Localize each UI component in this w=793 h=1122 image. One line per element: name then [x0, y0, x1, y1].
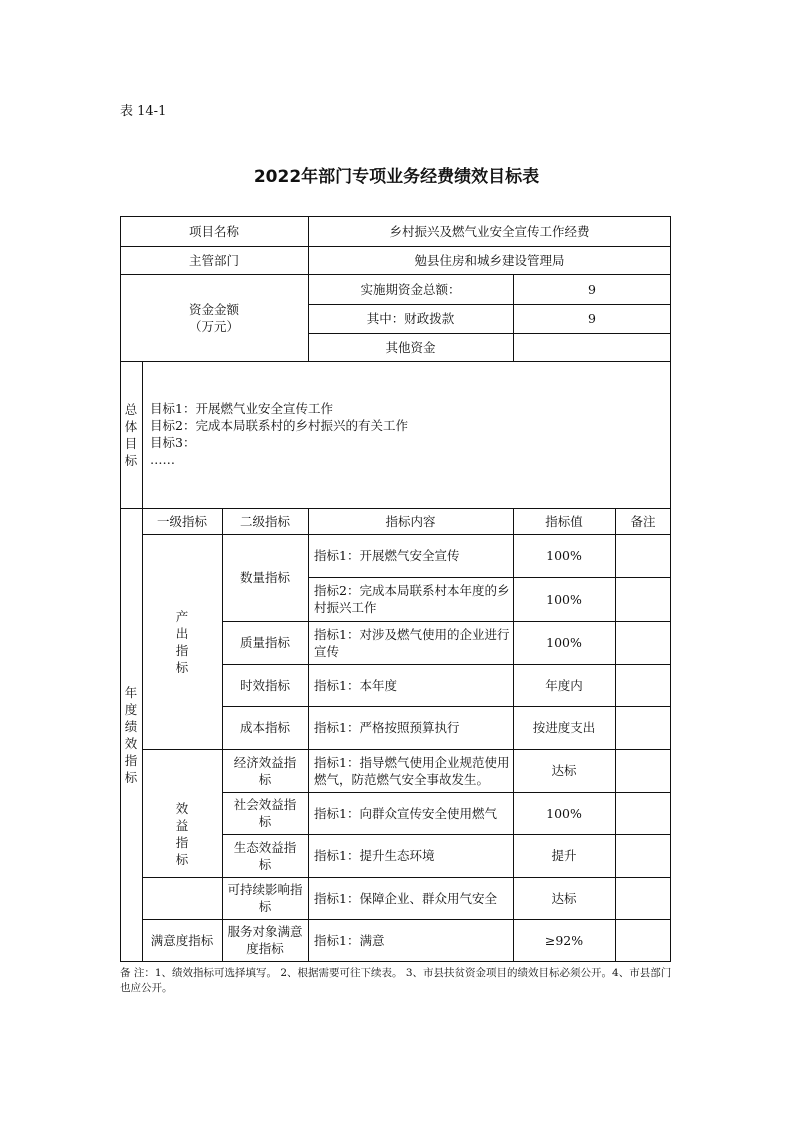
other-fund-label: 其他资金 [385, 339, 436, 355]
fiscal-fund-label: 其中：财政拨款 [366, 311, 455, 326]
indicator-content: 指标1：提升生态环境 [314, 848, 435, 863]
indicator-value: 年度内 [545, 677, 583, 693]
level2-cell: 时效指标 [239, 677, 290, 693]
output-indicator-label [142, 534, 222, 749]
total-fund-value: 9 [588, 281, 596, 297]
dept-label: 主管部门 [188, 252, 239, 268]
indicator-content: 指标1：本年度 [314, 677, 397, 693]
indicator-content: 指标1：指导燃气使用企业规范使用燃气，防范燃气安全事故发生。 [314, 754, 510, 787]
level2-cell: 可持续影响指标 [227, 882, 303, 914]
other-fund-value [513, 333, 671, 361]
annual-indicators-side-label [120, 508, 142, 961]
footnote: 备 注：1、绩效指标可选择填写。 2、根据需要可往下续表。 3、市县扶贫资金项目的绩效目标必须公开。4、市县部门也应公开。 [120, 967, 672, 994]
indicator-content: 指标1：满意 [314, 932, 385, 948]
overall-goal-side-label [120, 361, 142, 508]
indicator-content: 指标2：完成本局联系村本年度的乡村振兴工作 [314, 583, 510, 615]
fiscal-fund-value: 9 [588, 311, 596, 326]
satisfaction-indicator-label: 满意度指标 [150, 932, 214, 948]
header-remark: 备注 [630, 513, 656, 529]
goal-item: …… [150, 452, 175, 467]
indicator-content: 指标1：保障企业、群众用气安全 [314, 890, 497, 906]
goal-item: 目标1：开展燃气业安全宣传工作 [150, 401, 333, 416]
benefit-indicator-text: 效益指标 [175, 801, 189, 867]
level2-cell: 社会效益指标 [233, 797, 297, 829]
total-fund-label: 实施期资金总额： [360, 281, 461, 297]
project-name-label: 项目名称 [188, 223, 239, 239]
level2-cell: 成本指标 [239, 720, 290, 735]
header-level1: 一级指标 [156, 513, 207, 529]
indicator-value: 100% [546, 635, 582, 650]
indicator-value: 100% [546, 591, 582, 607]
header-value: 指标值 [545, 513, 583, 529]
level2-cell: 生态效益指标 [233, 839, 297, 872]
level2-cell: 质量指标 [239, 635, 290, 650]
fund-label-line1: 资金金额 [188, 301, 239, 317]
indicator-value: 100% [546, 548, 582, 563]
benefit-indicator-label [142, 749, 222, 919]
indicator-value: 按进度支出 [532, 720, 596, 735]
indicator-value: ≥92% [544, 932, 584, 948]
indicator-content: 指标1：对涉及燃气使用的企业进行宣传 [314, 626, 510, 659]
project-name-value: 乡村振兴及燃气业安全宣传工作经费 [389, 223, 590, 239]
indicator-content: 指标1：严格按照预算执行 [314, 720, 460, 735]
overall-goals-list [150, 400, 408, 468]
table-number-label: 表 14-1 [120, 104, 167, 119]
col-divider [615, 508, 616, 961]
overall-goal-side-text: 总体目标 [124, 401, 138, 468]
annual-indicators-side-text: 年度绩效指标 [124, 684, 138, 785]
indicator-value: 达标 [551, 763, 577, 778]
indicator-value: 提升 [551, 848, 577, 863]
goal-item: 目标2：完成本局联系村的乡村振兴的有关工作 [150, 418, 408, 433]
header-content: 指标内容 [385, 513, 436, 529]
performance-table [120, 216, 671, 962]
level2-cell: 经济效益指标 [233, 754, 297, 787]
indicator-value: 100% [546, 805, 582, 821]
level2-cell: 数量指标 [239, 570, 290, 585]
indicator-content: 指标1：向群众宣传安全使用燃气 [314, 805, 497, 821]
page-title: 2022年部门专项业务经费绩效目标表 [253, 167, 540, 187]
header-level2: 二级指标 [239, 513, 290, 529]
fund-amount-label [120, 274, 308, 361]
indicator-value: 达标 [551, 890, 577, 906]
output-indicator-text: 产出指标 [175, 608, 189, 675]
row-divider [120, 361, 671, 362]
indicator-content: 指标1：开展燃气安全宣传 [314, 548, 460, 563]
goal-item: 目标3： [150, 435, 196, 450]
fund-label-line2: （万元） [188, 318, 239, 334]
dept-value: 勉县住房和城乡建设管理局 [414, 252, 565, 268]
level2-cell: 服务对象满意度指标 [227, 924, 303, 956]
